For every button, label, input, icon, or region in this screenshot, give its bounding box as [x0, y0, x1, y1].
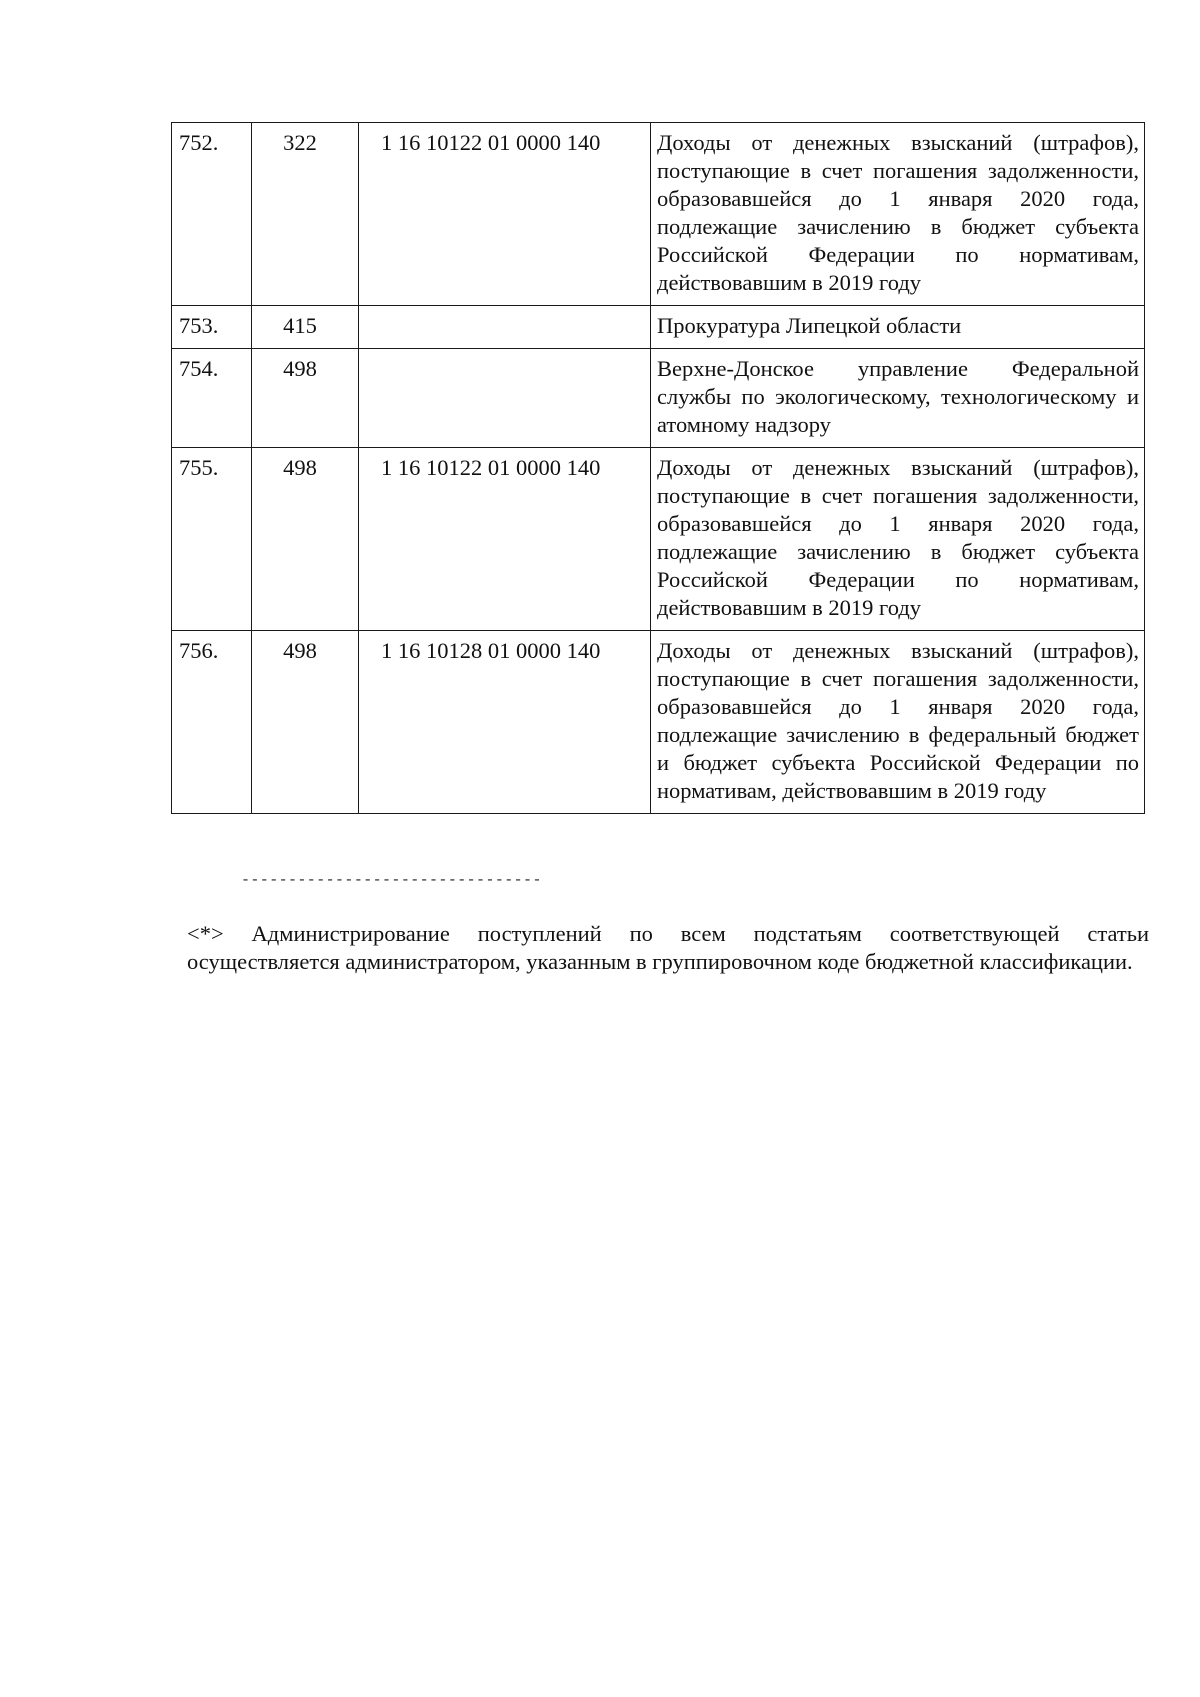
- admin-code: 322: [252, 123, 359, 306]
- footnote-text: <*> Администрирование поступлений по всем подстатьям соответствующей статьи осуществляется администратором, указанным в группировочном коде бюджетной классификации.: [187, 921, 1149, 974]
- revenue-name: Верхне-Донское управление Федеральной службы по экологическому, технологическому и атомному надзору: [651, 349, 1145, 448]
- table-row: [172, 631, 1145, 814]
- row-number: 755.: [172, 448, 252, 631]
- budget-classification-code: 1 16 10122 01 0000 140: [359, 448, 651, 631]
- revenue-name: Доходы от денежных взысканий (штрафов), поступающие в счет погашения задолженности, образовавшейся до 1 января 2020 года, подлежащие зачислению в федеральный бюджет и бюджет субъекта Российской Федерации по нормативам, действовавшим в 2019 году: [651, 631, 1145, 814]
- row-number: 754.: [172, 349, 252, 448]
- table-row: [172, 123, 1145, 306]
- admin-code: 498: [252, 349, 359, 448]
- admin-code: 498: [252, 631, 359, 814]
- revenue-admin-table: [171, 122, 1145, 814]
- revenue-name: Доходы от денежных взысканий (штрафов), поступающие в счет погашения задолженности, образовавшейся до 1 января 2020 года, подлежащие зачислению в бюджет субъекта Российской Федерации по нормативам, действовавшим в 2019 году: [651, 448, 1145, 631]
- admin-code: 415: [252, 306, 359, 349]
- table-row: [172, 448, 1145, 631]
- row-number: 753.: [172, 306, 252, 349]
- budget-classification-code: [359, 306, 651, 349]
- budget-classification-code: [359, 349, 651, 448]
- revenue-name: Доходы от денежных взысканий (штрафов), поступающие в счет погашения задолженности, образовавшейся до 1 января 2020 года, подлежащие зачислению в бюджет субъекта Российской Федерации по нормативам, действовавшим в 2019 году: [651, 123, 1145, 306]
- table-row: [172, 349, 1145, 448]
- admin-code: 498: [252, 448, 359, 631]
- budget-classification-code: 1 16 10128 01 0000 140: [359, 631, 651, 814]
- budget-classification-code: 1 16 10122 01 0000 140: [359, 123, 651, 306]
- footnote-separator: --------------------------------: [241, 872, 542, 889]
- row-number: 756.: [172, 631, 252, 814]
- row-number: 752.: [172, 123, 252, 306]
- revenue-name: Прокуратура Липецкой области: [651, 306, 1145, 349]
- table-row: [172, 306, 1145, 349]
